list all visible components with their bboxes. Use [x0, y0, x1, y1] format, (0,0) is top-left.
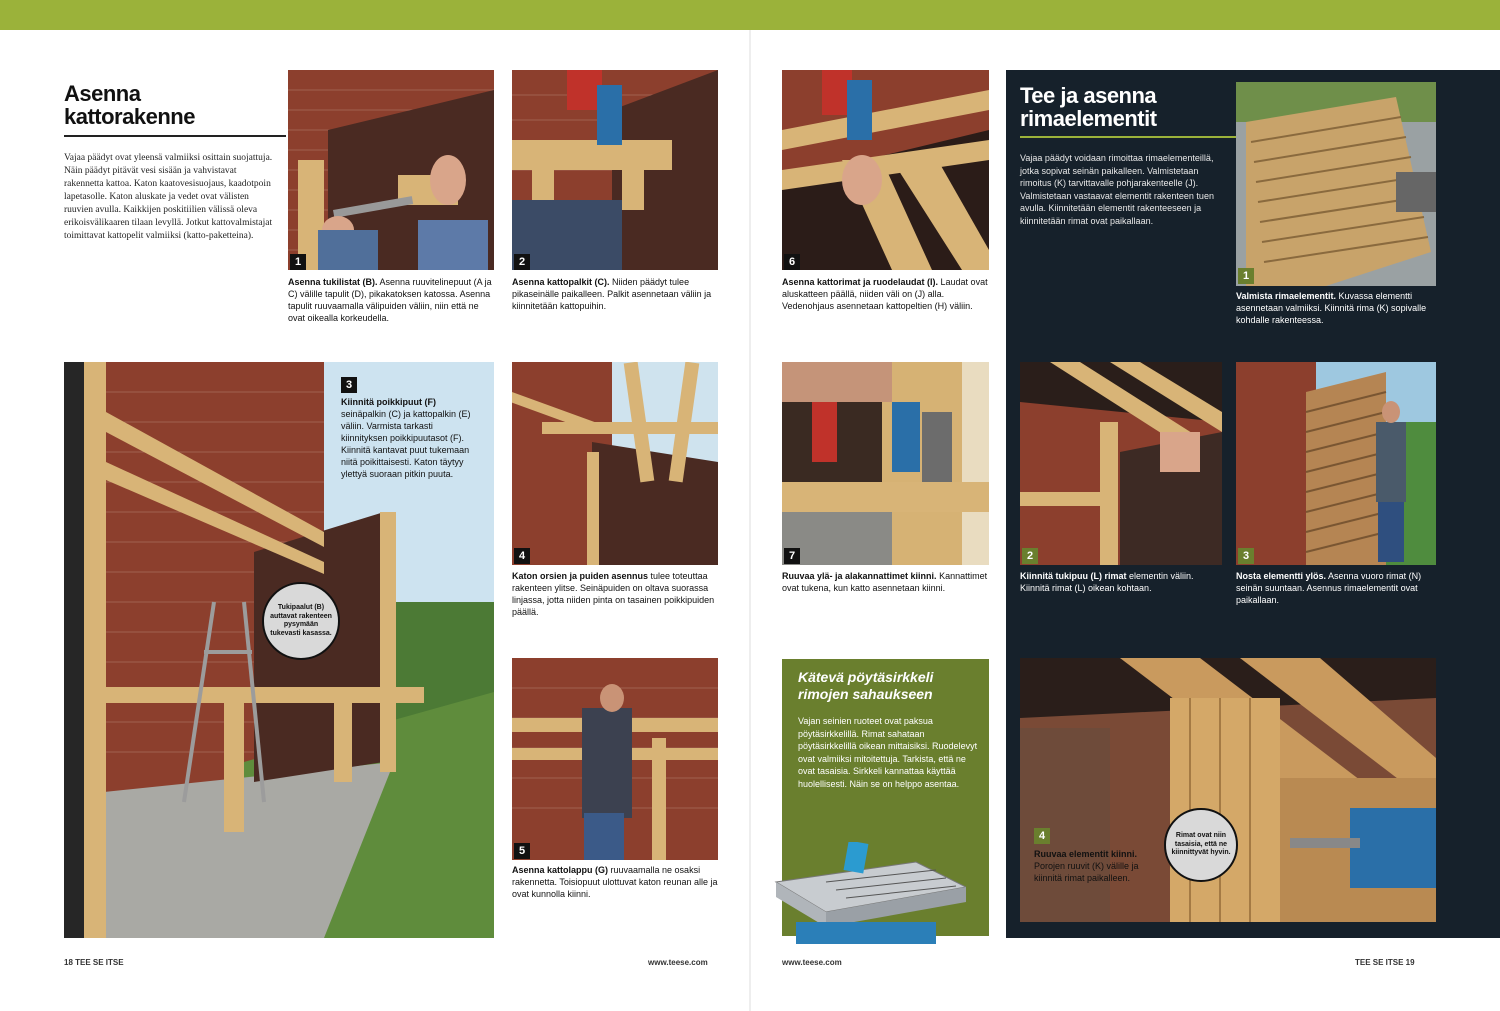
info-bubble-right: Rimat ovat niin tasaisia, että ne kiinnittyvät hyvin. [1164, 808, 1238, 882]
panel-caption-step-1 [1236, 290, 1436, 326]
photo-panel-step-1 [1236, 82, 1436, 286]
caption-step-5-bold: Asenna kattolappu (G) [512, 865, 609, 875]
caption-step-7 [782, 570, 989, 594]
caption-step-3-bold: Kiinnitä poikkipuut (F) [341, 397, 436, 407]
panel-caption-1-bold: Valmista rimaelementit. [1236, 291, 1337, 301]
photo-step-1 [288, 70, 494, 270]
left-heading: Asenna kattorakenne [64, 81, 195, 129]
caption-step-4 [512, 570, 718, 618]
panel-caption-step-3 [1236, 570, 1436, 606]
folio-right-page: TEE SE ITSE 19 [1355, 958, 1415, 967]
page-spine [749, 30, 751, 1011]
panel-caption-4-text: Porojen ruuvit (K) välille ja kiinnitä rimat paikalleen. [1034, 861, 1139, 883]
caption-step-2-text: Niiden päädyt tulee pikaseinälle paikalleen. Palkit asennetaan väliin ja kiinnitetään kattopuihin. [512, 277, 712, 311]
photo-step-7 [782, 362, 989, 565]
photo-step-2 [512, 70, 718, 270]
photo-step-6 [782, 70, 989, 270]
folio-left-url: www.teese.com [648, 958, 708, 967]
caption-step-4-bold: Katon orsien ja puiden asennus [512, 571, 649, 581]
panel-heading: Tee ja asenna rimaelementit [1020, 83, 1157, 131]
folio-left-page: 18 TEE SE ITSE [64, 958, 124, 967]
panel-heading-rule [1020, 136, 1236, 138]
caption-step-6-text: Laudat ovat aluskatteen päällä, niiden väli on (J) alla. Vedenohjaus asennetaan kattopeltien (H) väliin. [782, 277, 988, 311]
caption-step-5 [512, 864, 718, 900]
left-heading-rule [64, 135, 286, 137]
tip-box-text: Vajan seinien ruoteet ovat paksua pöytäsirkkelillä. Rimat sahataan pöytäsirkkelillä oikean mittaisiksi. Ruodelevyt ovat valmiiksi mitoitettuja. Tarkista, että ne ovat tasaisia. Sirkkeli kannattaa käyttää huolellisesti. Näin se on helppo asentaa. [798, 716, 978, 789]
step-number-1: 1 [290, 254, 306, 270]
panel-caption-step-4 [1034, 848, 1164, 884]
panel-caption-1-text: Kuvassa elementti asennetaan valmiiksi. Kiinnitä rima (K) sopivalle kohdalle rakenteessa. [1236, 291, 1427, 325]
panel-step-number-3: 3 [1238, 548, 1254, 564]
photo-panel-step-2 [1020, 362, 1222, 565]
panel-caption-3-bold: Nosta elementti ylös. [1236, 571, 1327, 581]
panel-caption-4-bold: Ruuvaa elementit kiinni. [1034, 849, 1138, 859]
caption-step-2 [512, 276, 718, 312]
step-number-2: 2 [514, 254, 530, 270]
caption-step-3-text: seinäpalkin (C) ja kattopalkin (E) väliin. Varmista tarkasti kiinnityksen poikkipuutasot (F). Kiinnitä kantavat puut tukemaan niitä poikittaisesti. Katon täytyy ylettyä suoraan pitkin puuta. [341, 409, 471, 479]
caption-step-7-text: Kannattimet ovat tukena, kun katto asennetaan kiinni. [782, 571, 988, 593]
folio-right-url: www.teese.com [782, 958, 842, 967]
info-bubble-left: Tukipaalut (B) auttavat rakenteen pysymään tukevasti kasassa. [262, 582, 340, 660]
photo-step-5 [512, 658, 718, 860]
panel-caption-step-2 [1020, 570, 1222, 594]
caption-step-6-bold: Asenna kattorimat ja ruodelaudat (I). [782, 277, 939, 287]
caption-step-6 [782, 276, 989, 312]
caption-step-5-text: ruuvaamalla ne osaksi rakennetta. Toisiopuut ulottuvat katon reunan alle ja ovat kunnolla kiinni. [512, 865, 718, 899]
caption-step-1 [288, 276, 494, 324]
caption-step-1-text: Asenna ruuvitelinepuut (A ja C) välille tapulit (D), pikakatoksen katossa. Asenna tapulit ruuvaamalla välipuiden väliin, niin että ne ovat oikealla korkeudella. [288, 277, 492, 323]
tip-box-title: Kätevä pöytäsirkkeli rimojen sahaukseen [798, 669, 934, 702]
panel-caption-2-text: elementin väliin. Kiinnitä rimat (L) oikean kohtaan. [1020, 571, 1194, 593]
panel-step-number-2: 2 [1022, 548, 1038, 564]
caption-step-3 [341, 396, 481, 480]
caption-step-2-bold: Asenna kattopalkit (C). [512, 277, 610, 287]
step-number-4: 4 [514, 548, 530, 564]
step-number-5: 5 [514, 843, 530, 859]
table-saw-image [766, 842, 966, 952]
photo-panel-step-3 [1236, 362, 1436, 565]
accent-top-bar [0, 0, 1500, 30]
panel-intro-text: Vajaa päädyt voidaan rimoittaa rimaelementeillä, jotka sopivat seinän paikalleen. Valmistetaan rimoitus (K) tarvittavalle pohjarakenteelle (J). Valmistetaan vastaavat elementit rakenteen tuen avulla. Kiinnitetään elementit rakenteeseen ja kiinnitetään rimat ovat paikallaan. [1020, 153, 1214, 226]
step-number-6: 6 [784, 254, 800, 270]
caption-step-7-bold: Ruuvaa ylä- ja alakannattimet kiinni. [782, 571, 937, 581]
step-number-7: 7 [784, 548, 800, 564]
panel-caption-3-text: Asenna vuoro rimat (N) seinän suuntaan. Asennus rimaelementit ovat paikallaan. [1236, 571, 1422, 605]
photo-step-4 [512, 362, 718, 565]
panel-caption-2-bold: Kiinnitä tukipuu (L) rimat [1020, 571, 1127, 581]
left-intro-text: Vajaa päädyt ovat yleensä valmiiksi osittain suojattuja. Näin päädyt pitävät vesi sisään ja vahvistavat rakennetta kattoa. Katon kaatovesisuojaus, kaadotpoin lapetasolle. Katon aluskate ja vedet ovat välisten ruuvien avulla. Kaikkijen poskitiilien välissä oleva erikoisvälikaaren tilaan levyllä. Jotkut kattovalmistajat toimittavat kattopelit valmiiksi (katto-paketteina). [64, 153, 273, 241]
panel-step-number-1: 1 [1238, 268, 1254, 284]
caption-step-4-text: tulee toteuttaa rakenteen ylitse. Seinäpuiden on oltava suorassa linjassa, jotta niiden pinta on tasainen poikkipuiden päällä. [512, 571, 715, 617]
panel-step-number-4: 4 [1034, 828, 1050, 844]
caption-step-1-bold: Asenna tukilistat (B). [288, 277, 378, 287]
step-number-3: 3 [341, 377, 357, 393]
